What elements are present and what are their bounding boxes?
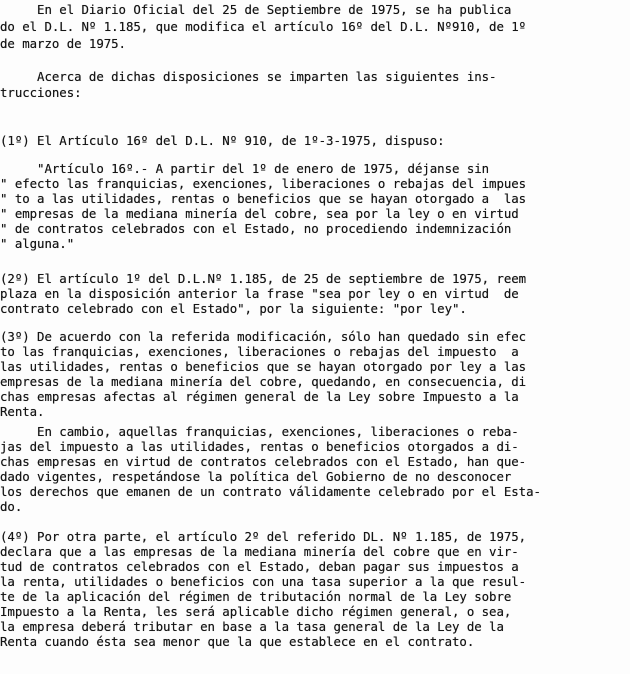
text-line: dado vigentes, respetándose la política del Gobierno de no desconocer [0,469,512,484]
text-line: te de la aplicación del régimen de tributación normal de la Ley sobre [0,589,512,604]
text-line: declara que a las empresas de la mediana minería del cobre que en vir- [0,544,519,559]
text-line: do. [0,499,23,514]
text-line: la renta, utilidades o beneficios con una tasa superior a la que resul- [0,574,527,589]
text-line: to las franquicias, exenciones, liberaciones o rebajas del impuesto a [0,344,519,359]
text-line: plaza en la disposición anterior la frase "sea por ley o en virtud de [0,286,519,301]
text-line: empresas de la mediana minería del cobre, quedando, en consecuencia, di [0,374,527,389]
quote-line: " to a las utilidades, rentas o beneficios que se hayan otorgado a las [0,191,527,206]
text-line: Renta cuando ésta sea menor que la que establece en el contrato. [0,634,475,649]
text-line: (4º) Por otra parte, el artículo 2º del referido DL. Nº 1.185, de 1975, [0,529,527,544]
section-heading: (1º) El Artículo 16º del D.L. Nº 910, de 1º-3-1975, dispuso: [0,133,445,148]
quote-line: " alguna." [0,236,75,251]
text-line: trucciones: [0,85,82,100]
quote-line: " efecto las franquicias, exenciones, liberaciones o rebajas del impues [0,176,527,191]
text-line: tud de contratos celebrados con el Estado, deban pagar sus impuestos a [0,559,519,574]
text-line: de marzo de 1975. [0,36,126,51]
text-line: Renta. [0,404,45,419]
text-line: contrato celebrado con el Estado", por la siguiente: "por ley". [0,301,467,316]
text-line: Impuesto a la Renta, les será aplicable dicho régimen general, o sea, [0,604,512,619]
text-line: En el Diario Oficial del 25 de Septiembre de 1975, se ha publica [0,2,512,17]
quote-line: " empresas de la mediana minería del cobre, sea por la ley o en virtud [0,206,519,221]
text-line: Acerca de dichas disposiciones se imparten las siguientes ins- [0,69,497,84]
quote-line: " de contratos celebrados con el Estado, no procediendo indemnización [0,221,512,236]
text-line: chas empresas en virtud de contratos celebrados con el Estado, han que- [0,454,527,469]
text-line: las utilidades, rentas o beneficios que se hayan otorgado por ley a las [0,359,527,374]
text-line: (2º) El artículo 1º del D.L.Nº 1.185, de 25 de septiembre de 1975, reem [0,271,527,286]
text-line: En cambio, aquellas franquicias, exenciones, liberaciones o reba- [0,424,519,439]
quote-line: "Artículo 16º.- A partir del 1º de enero de 1975, déjanse sin [0,161,490,176]
text-line: chas empresas afectas al régimen general de la Ley sobre Impuesto a la [0,389,519,404]
text-line: jas del impuesto a las utilidades, rentas o beneficios otorgados a di- [0,439,519,454]
text-line: los derechos que emanen de un contrato válidamente celebrado por el Esta- [0,484,541,499]
text-line: do el D.L. Nº 1.185, que modifica el artículo 16º del D.L. Nº910, de 1º [0,19,527,34]
text-line: la empresa deberá tributar en base a la tasa general de la Ley de la [0,619,504,634]
text-line: (3º) De acuerdo con la referida modificación, sólo han quedado sin efec [0,329,527,344]
